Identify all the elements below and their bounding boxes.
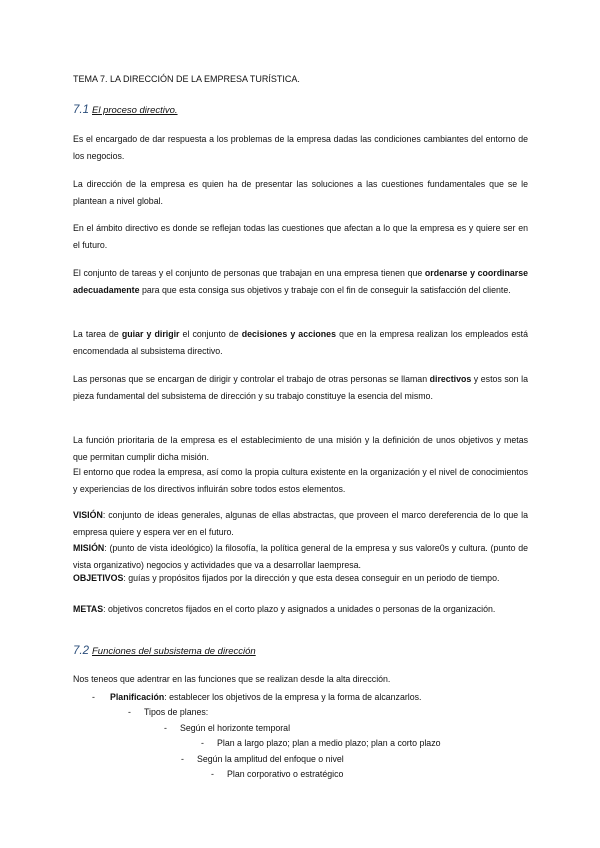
list-dash: - <box>211 769 214 779</box>
list-item <box>181 752 344 766</box>
list-item <box>211 767 343 781</box>
definition-text: : (punto de vista ideológico) la filosofía, la política general de la empresa y sus valore0s y cultura. (punto de vista organizativo) negocios y actividades que va a desarrollar laempresa. <box>73 543 528 570</box>
paragraph: La dirección de la empresa es quien ha de presentar las soluciones a las cuestiones fundamentales que se le plantean a nivel global. <box>73 179 528 206</box>
list-dash: - <box>164 723 167 733</box>
text-run: Tipos de planes: <box>144 707 209 717</box>
list-item <box>201 736 441 750</box>
bold-text: Planificación <box>110 692 165 702</box>
text-run: Las personas que se encargan de dirigir y controlar el trabajo de otras personas se llaman <box>73 374 430 384</box>
list-dash: - <box>128 707 131 717</box>
definition-term: OBJETIVOS <box>73 573 124 583</box>
text-run: : establecer los objetivos de la empresa y la forma de alcanzarlos. <box>164 692 422 702</box>
list-item <box>128 705 208 719</box>
definition-text: : conjunto de ideas generales, algunas de ellas abstractas, que proveen el marco dereferencia de lo que la empresa quiere y espera ver en el futuro. <box>73 510 528 537</box>
paragraph <box>73 326 528 359</box>
text-run: que en la empresa realizan los empleados está encomendada al subsistema directivo. <box>73 329 529 356</box>
bold-text: decisiones y acciones <box>241 329 336 339</box>
section-title: Funciones del subsistema de dirección <box>92 646 256 657</box>
definition-term: METAS <box>73 604 104 614</box>
text-run: La tarea de <box>73 329 122 339</box>
text-run: Plan corporativo o estratégico <box>227 769 344 779</box>
paragraph: El entorno que rodea la empresa, así como la propia cultura existente en la organización y el nivel de conocimientos y experiencias de los directivos influirán sobre todos estos elementos. <box>73 467 528 494</box>
paragraph: La función prioritaria de la empresa es el establecimiento de una misión y la definición de unos objetivos y metas que permitan cumplir dicha misión. <box>73 435 528 462</box>
definition-vision <box>73 507 528 540</box>
definition-term: VISIÓN <box>73 510 103 520</box>
list-dash: - <box>201 738 204 748</box>
text-run: El conjunto de tareas y el conjunto de personas que trabajan en una empresa tienen que <box>73 268 425 278</box>
paragraph <box>73 371 528 404</box>
list-dash: - <box>181 754 184 764</box>
definition-term: MISIÓN <box>73 543 105 553</box>
list-item <box>92 690 421 704</box>
paragraph: Nos teneos que adentrar en las funciones que se realizan desde la alta dirección. <box>73 674 391 684</box>
paragraph: Es el encargado de dar respuesta a los problemas de la empresa dadas las condiciones cambiantes del entorno de los negocios. <box>73 134 528 161</box>
section-number: 7.1 <box>73 104 89 116</box>
list-dash: - <box>92 692 95 702</box>
definition-text: : guías y propósitos fijados por la dirección y que esta desea conseguir en un periodo de tiempo. <box>123 573 500 583</box>
definition-objetivos <box>73 570 528 587</box>
bold-text: guiar y dirigir <box>121 329 180 339</box>
text-run: y estos son la pieza fundamental del subsistema de dirección y su trabajo constituye la esencia del mismo. <box>73 374 528 401</box>
section-number: 7.2 <box>73 645 89 657</box>
text-run: para que esta consiga sus objetivos y trabaje con el fin de conseguir la satisfacción del cliente. <box>139 284 511 295</box>
section-title: El proceso directivo. <box>92 105 178 116</box>
text-run: Plan a largo plazo; plan a medio plazo; plan a corto plazo <box>217 738 441 748</box>
text-run: Según la amplitud del enfoque o nivel <box>197 754 344 764</box>
section-heading-7-1 <box>73 104 178 116</box>
document-title: TEMA 7. LA DIRECCIÓN DE LA EMPRESA TURÍSTICA. <box>73 74 300 84</box>
bold-text: directivos <box>429 374 472 384</box>
text-run: el conjunto de <box>179 329 242 339</box>
definition-metas <box>73 601 528 618</box>
definition-mision <box>73 540 528 573</box>
section-heading-7-2 <box>73 645 256 657</box>
text-run: Según el horizonte temporal <box>180 723 291 733</box>
bold-text: ordenarse y coordinarse adecuadamente <box>73 268 528 295</box>
list-item <box>164 721 290 735</box>
paragraph: En el ámbito directivo es donde se reflejan todas las cuestiones que afectan a lo que la empresa es y quiere ser en el futuro. <box>73 223 528 250</box>
paragraph <box>73 265 528 298</box>
definition-text: : objetivos concretos fijados en el corto plazo y asignados a unidades o personas de la organización. <box>103 604 496 614</box>
